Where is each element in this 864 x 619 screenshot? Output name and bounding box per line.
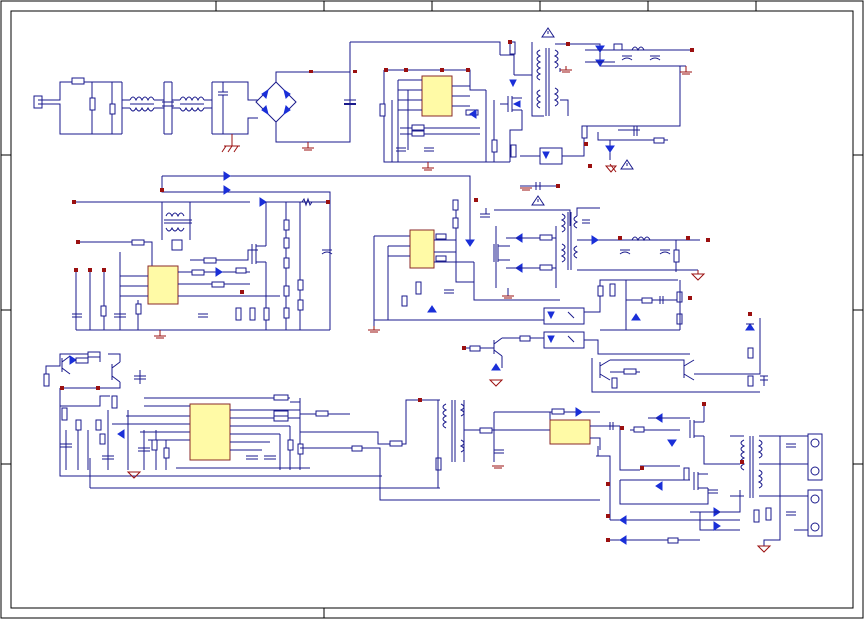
resistor — [552, 409, 564, 414]
resistor — [492, 140, 497, 152]
resistor — [250, 308, 255, 320]
ground-icon — [502, 296, 514, 298]
lamp-connector — [808, 434, 822, 480]
diode-icon — [224, 172, 230, 180]
resistor — [136, 304, 141, 314]
resistor — [76, 358, 88, 363]
ground-icon — [560, 66, 572, 72]
resistor — [634, 427, 644, 432]
resistor — [380, 104, 385, 116]
transistor — [494, 338, 502, 356]
transistor — [600, 360, 610, 380]
ground-icon — [128, 472, 140, 478]
resistor — [416, 282, 421, 294]
transistor — [62, 356, 70, 374]
capacitor — [708, 490, 718, 493]
flyback-transformer — [537, 48, 558, 116]
resistor — [624, 369, 636, 374]
common-mode-choke — [180, 97, 204, 111]
resistor — [112, 396, 117, 408]
resistor — [412, 131, 424, 136]
standby-mosfet — [252, 244, 266, 264]
resistor — [284, 258, 289, 268]
tl431-regulator — [606, 146, 614, 152]
resistor — [152, 440, 157, 450]
tl431-regulator — [632, 314, 640, 320]
diode-icon — [596, 46, 604, 52]
capacitor — [614, 44, 622, 50]
resistor — [236, 308, 241, 320]
zener-diode-icon — [746, 324, 754, 330]
ground-icon — [692, 270, 704, 280]
warning-triangle-icon — [532, 196, 544, 205]
resistor — [470, 346, 480, 351]
resistor — [298, 280, 303, 290]
resistor — [76, 420, 81, 430]
capacitor — [198, 314, 208, 317]
resistor — [298, 300, 303, 310]
ground-icon — [492, 466, 504, 468]
electrolytic-capacitor — [650, 56, 660, 60]
optocoupler — [540, 148, 562, 164]
ac-connector — [34, 96, 48, 108]
feedback-optocouplers — [462, 280, 690, 386]
diode-icon — [592, 236, 598, 244]
ground-icon — [368, 326, 380, 332]
resistor — [668, 538, 678, 543]
resistor — [192, 270, 204, 275]
ground-icon — [422, 162, 434, 170]
resistor — [684, 468, 689, 480]
resistor — [288, 440, 293, 450]
diode-icon — [118, 430, 124, 438]
resistor — [44, 374, 49, 386]
main-pwm-ic — [410, 230, 434, 268]
capacitor — [424, 148, 434, 151]
resistor — [236, 268, 246, 273]
capacitor — [246, 456, 258, 459]
ground-icon — [154, 330, 166, 338]
resistor — [480, 428, 492, 433]
standby-controller-ic — [148, 266, 178, 304]
lamp-connector — [808, 490, 822, 536]
resistor — [316, 411, 328, 416]
resistor — [298, 444, 303, 454]
varistor — [90, 98, 95, 110]
zener-diode-icon — [668, 440, 676, 446]
zener-diode-icon — [492, 364, 500, 370]
zener-diode-icon — [428, 306, 436, 312]
resistor — [612, 378, 617, 388]
half-bridge-driver-ic — [550, 420, 590, 444]
capacitor — [494, 450, 504, 453]
ground-icon — [606, 164, 616, 172]
resistor — [453, 200, 458, 210]
ground-icon — [302, 142, 314, 150]
electrolytic-capacitor — [660, 250, 670, 254]
diode-icon — [620, 516, 626, 524]
resistor — [101, 306, 106, 316]
standby-transformer — [164, 213, 192, 231]
half-bridge-inverter — [44, 352, 600, 500]
ground-icon — [520, 188, 532, 190]
resistor — [674, 250, 679, 262]
resistor — [212, 282, 224, 287]
transistor — [684, 360, 694, 380]
resistor — [204, 258, 216, 263]
resistor — [540, 265, 552, 270]
diode-icon — [224, 186, 230, 194]
diode-icon — [656, 482, 662, 490]
diode-icon — [576, 408, 582, 416]
resistor — [748, 376, 753, 386]
warning-triangle-icon — [542, 28, 554, 37]
mains-input-filter — [34, 42, 357, 152]
resistor — [402, 296, 407, 306]
resistor — [436, 256, 446, 261]
resistor — [412, 125, 424, 130]
pwm-controller-ic — [422, 76, 452, 116]
ground-icon — [680, 66, 692, 74]
power-mosfet — [690, 420, 704, 438]
capacitor — [72, 314, 82, 317]
resistor — [284, 220, 289, 230]
capacitor — [264, 456, 276, 459]
y-capacitor — [218, 82, 228, 134]
resistor — [766, 508, 771, 520]
common-mode-choke — [130, 97, 154, 111]
diode-icon — [466, 240, 474, 246]
diode-icon — [70, 356, 76, 364]
electrolytic-capacitor — [622, 56, 632, 60]
resistor — [540, 235, 552, 240]
resistor — [520, 336, 530, 341]
power-mosfet — [694, 472, 708, 490]
resistor — [274, 416, 288, 421]
resistor — [390, 441, 402, 446]
resistor — [352, 446, 362, 451]
resistor — [654, 138, 664, 143]
resistor — [582, 126, 587, 138]
diode-icon — [620, 536, 626, 544]
resistor — [100, 434, 105, 444]
inverter-controller-ic — [190, 404, 230, 460]
resistor — [264, 308, 269, 320]
resistor — [453, 218, 458, 228]
diode-icon — [714, 522, 720, 530]
earth-ground-icon — [222, 134, 240, 152]
gate-drive-transformer — [443, 400, 464, 462]
resistor — [642, 298, 652, 303]
resistor — [274, 395, 288, 400]
drive-stage — [443, 400, 790, 520]
resistor — [748, 348, 753, 358]
diode-icon — [596, 60, 604, 66]
resistor — [511, 145, 516, 157]
main-flyback — [368, 182, 710, 332]
ground-icon — [490, 380, 502, 386]
resistor — [284, 238, 289, 248]
fuse — [72, 78, 84, 84]
resistor — [132, 240, 144, 245]
resistor — [436, 234, 446, 239]
diode-icon — [216, 268, 222, 276]
resistor — [164, 448, 169, 458]
electrolytic-capacitor — [620, 250, 630, 254]
resistor — [754, 510, 759, 522]
output-transformer — [741, 436, 762, 498]
resistor — [110, 104, 115, 114]
ground-icon — [758, 546, 770, 552]
resistor — [610, 284, 615, 296]
resistor — [96, 420, 101, 430]
diode-icon — [510, 80, 516, 86]
warning-triangle-icon — [621, 160, 633, 169]
resistor — [284, 286, 289, 296]
transistor — [112, 362, 120, 382]
resistor — [284, 308, 289, 318]
diode-icon — [260, 198, 266, 206]
resistor — [62, 408, 67, 420]
bridge-rectifier — [256, 82, 296, 122]
resistor — [274, 411, 288, 416]
resistor — [88, 352, 100, 357]
resistor — [598, 286, 603, 296]
pfc-flyback-primary — [350, 28, 694, 172]
bridge-component — [172, 240, 182, 250]
power-mosfet — [500, 96, 522, 112]
